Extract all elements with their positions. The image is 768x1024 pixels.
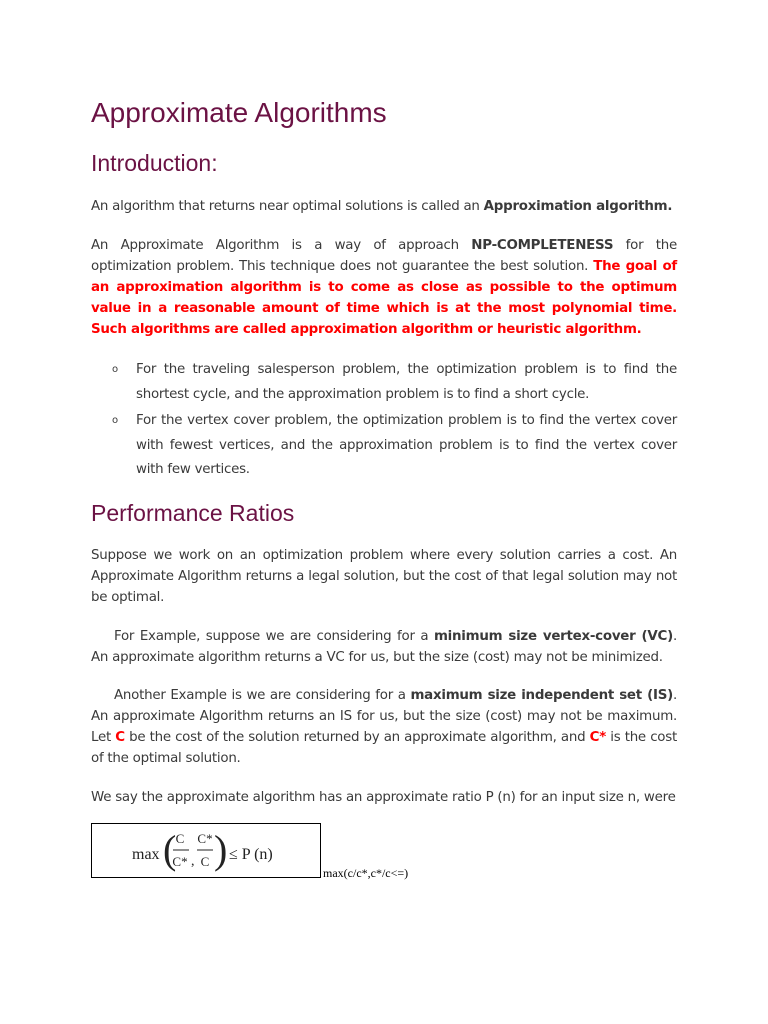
performance-paragraph-1: Suppose we work on an optimization problem where every solution carries a cost. An Approximate Algorithm returns a legal solution, but the cost of that legal solution may not be optimal. [91, 548, 677, 605]
formula-left-paren: ( [163, 827, 177, 872]
approximation-ratio-formula [127, 826, 307, 876]
formula-alt-text: max(c/c*,c*/c<=) [323, 866, 409, 880]
formula-num-2: C* [197, 831, 213, 846]
intro-paragraph-2 [91, 235, 677, 340]
performance-paragraph-2 [91, 626, 677, 668]
list-item [91, 358, 677, 407]
bullet-marker: o [112, 415, 118, 426]
formula-max: max [132, 846, 160, 863]
formula-num-1: C [175, 831, 185, 846]
cost-c-highlight: C [115, 730, 125, 745]
perf-p3-text-2: . An approximate Algorithm returns an IS for us, but the size (cost) may not be maximum. Let [91, 688, 677, 745]
cost-cstar-highlight: C* [589, 730, 606, 745]
intro-p2-bold: NP-COMPLETENESS [471, 238, 614, 253]
formula-right-paren: ) [214, 827, 228, 872]
perf-p3-text-3: be the cost of the solution returned by an approximate algorithm, and [124, 730, 590, 745]
list-item-text: For the traveling salesperson problem, the optimization problem is to find the shortest cycle, and the approximation problem is to find a short cycle. [136, 362, 677, 402]
perf-p3-text-1: Another Example is we are considering for a [114, 688, 411, 703]
intro-p2-highlight: The goal of an approximation algorithm is to come as close as possible to the optimum value in a reasonable amount of time which is at the most polynomial time. Such algorithms are called approximation algorithm or heuristic algorithm. [91, 259, 677, 337]
list-item-text: For the vertex cover problem, the optimization problem is to find the vertex cover with fewest vertices, and the approximation problem is to find the vertex cover with few vertices. [136, 413, 677, 477]
formula-comma: , [191, 854, 195, 869]
introduction-heading: Introduction: [91, 150, 218, 176]
perf-p3-text-4: is the cost of the optimal solution. [91, 730, 677, 766]
list-item [91, 409, 677, 483]
performance-paragraph-3 [91, 685, 677, 769]
page-title: Approximate Algorithms [91, 97, 387, 128]
intro-p2-text-1: An Approximate Algorithm is a way of approach [91, 238, 472, 253]
intro-bullet-list [91, 358, 677, 485]
formula-den-2: C [200, 854, 210, 869]
bullet-marker: o [112, 364, 118, 375]
intro-paragraph-1 [91, 196, 677, 217]
formula-rhs: ≤ P (n) [229, 846, 273, 863]
intro-p1-text: An algorithm that returns near optimal solutions is called an [91, 199, 484, 214]
perf-p3-bold: maximum size independent set (IS) [410, 688, 673, 703]
performance-paragraph-4: We say the approximate algorithm has an approximate ratio P (n) for an input size n, were [91, 790, 676, 805]
intro-p2-text-2: for the optimization problem. This technique does not guarantee the best solution. [91, 238, 678, 274]
perf-p2-text-2: . An approximate algorithm returns a VC for us, but the size (cost) may not be minimized. [91, 629, 677, 665]
formula-box [91, 823, 321, 878]
formula-den-1: C* [172, 854, 188, 869]
perf-p2-text-1: For Example, suppose we are considering for a [114, 629, 434, 644]
intro-p1-bold: Approximation algorithm. [483, 199, 673, 214]
performance-heading: Performance Ratios [91, 500, 295, 526]
perf-p2-bold: minimum size vertex-cover (VC) [433, 629, 673, 644]
